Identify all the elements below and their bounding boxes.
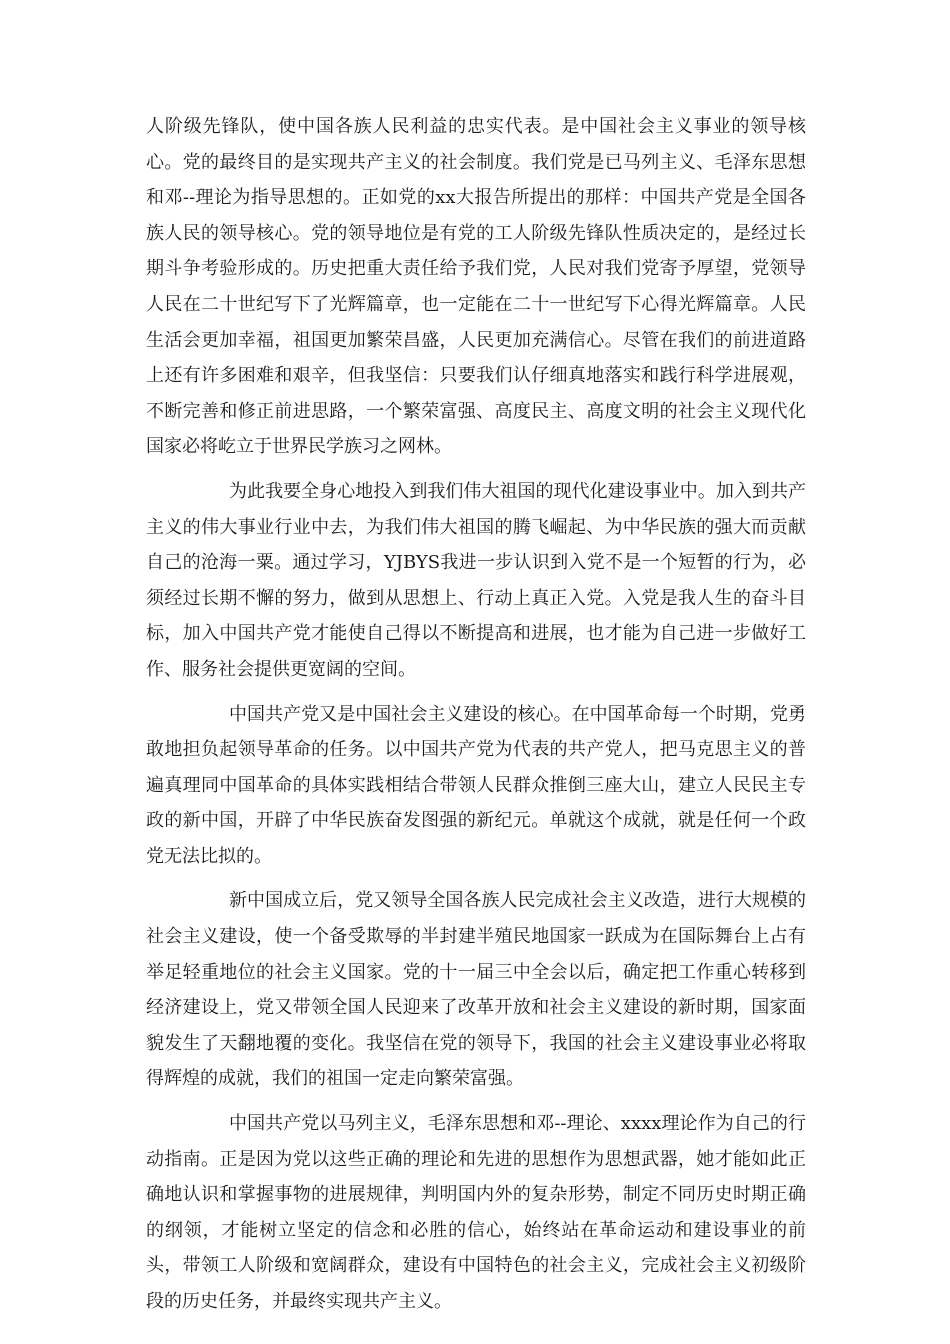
paragraph-2: 为此我要全身心地投入到我们伟大祖国的现代化建设事业中。加入到共产主义的伟大事业行业中去，为我们伟大祖国的腾飞崛起、为中华民族的强大而贡献自己的沧海一粟。通过学习，YJBYS我进一步认识到入党不是一个短暂的行为，必须经过长期不懈的努力，做到从思想上、行动上真正入党。入党是我人生的奋斗目标，加入中国共产党才能使自己得以不断提高和进展，也才能为自己进一步做好工作、服务社会提供更宽阔的空间。 xyxy=(146,480,806,680)
paragraph-4: 新中国成立后，党又领导全国各族人民完成社会主义改造，进行大规模的社会主义建设，使一个备受欺辱的半封建半殖民地国家一跃成为在国际舞台上占有举足轻重地位的社会主义国家。党的十一届三中全会以后，确定把工作重心转移到经济建设上，党又带领全国人民迎来了改革开放和社会主义建设的新时期，国家面貌发生了天翻地覆的变化。我坚信在党的领导下，我国的社会主义建设事业必将取得辉煌的成就，我们的祖国一定走向繁荣富强。 xyxy=(146,890,806,1090)
document-body xyxy=(146,109,806,1329)
paragraph-1: 人阶级先锋队，使中国各族人民利益的忠实代表。是中国社会主义事业的领导核心。党的最终目的是实现共产主义的社会制度。我们党是已马列主义、毛泽东思想和邓--理论为指导思想的。正如党的xx大报告所提出的那样：中国共产党是全国各族人民的领导核心。党的领导地位是有党的工人阶级先锋队性质决定的，是经过长期斗争考验形成的。历史把重大责任给予我们党，人民对我们党寄予厚望，党领导人民在二十世纪写下了光辉篇章，也一定能在二十一世纪写下心得光辉篇章。人民生活会更加幸福，祖国更加繁荣昌盛，人民更加充满信心。尽管在我们的前进道路上还有许多困难和艰辛，但我坚信：只要我们认仔细真地落实和践行科学进展观，不断完善和修正前进思路，一个繁荣富强、高度民主、高度文明的社会主义现代化国家必将屹立于世界民学族习之网林。 xyxy=(146,116,806,458)
paragraph-3: 中国共产党又是中国社会主义建设的核心。在中国革命每一个时期，党勇敢地担负起领导革命的任务。以中国共产党为代表的共产党人，把马克思主义的普遍真理同中国革命的具体实践相结合带领人民群众推倒三座大山，建立人民民主专政的新中国，开辟了中华民族奋发图强的新纪元。单就这个成就，就是任何一个政党无法比拟的。 xyxy=(146,703,806,867)
paragraph-5: 中国共产党以马列主义，毛泽东思想和邓--理论、xxxx理论作为自己的行动指南。正是因为党以这些正确的理论和先进的思想作为思想武器，她才能如此正确地认识和掌握事物的进展规律，判明国内外的复杂形势，制定不同历史时期正确的纲领，才能树立坚定的信念和必胜的信心，始终站在革命运动和建设事业的前头，带领工人阶级和宽阔群众，建设有中国特色的社会主义，完成社会主义初级阶段的历史任务，并最终实现共产主义。 xyxy=(146,1113,806,1312)
